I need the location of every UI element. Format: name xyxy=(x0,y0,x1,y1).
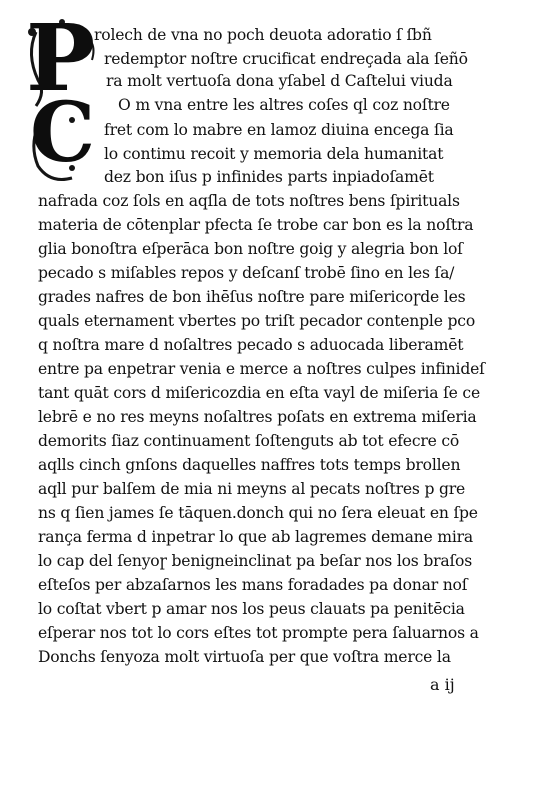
text-line: materia de cōtenplar pfecta ſe trobe car bon es la noſtra xyxy=(38,216,474,234)
text-line: lo contimu recoit y memoria dela humanitat xyxy=(104,145,444,163)
text-line: nafrada coz ſols en aqſla de tots noſtres bens ſpirituals xyxy=(38,192,460,210)
text-line: rolech de vna no poch deuota adoratio ſ ſbñ xyxy=(94,26,432,44)
text-line: dez bon iſus p infinides parts inpiadoſamēt xyxy=(104,168,434,186)
text-line: rança ferma d inpetrar lo que ab lagremes demane mira xyxy=(38,528,474,546)
text-line: lebrē e no res meyns noſaltres poſats en extrema miſeria xyxy=(38,408,477,426)
text-line: ns q ſien james ſe tāquen.donch qui no ſera eleuat en ſpe xyxy=(38,504,478,522)
text-line: tant quāt cors d miſericozdia en eſta vayl de miſeria ſe ce xyxy=(38,384,480,402)
decorated-initial-c: C xyxy=(30,85,96,181)
text-line: redemptor noſtre crucificat endreçada ala ſeñō xyxy=(104,50,468,68)
text-line: aqll pur balſem de mia ni meyns al pecats noſtres p gre xyxy=(38,480,466,498)
decorated-initial-p: P xyxy=(26,4,96,112)
text-line: q noſtra mare d noſaltres pecado s aduocada liberamēt xyxy=(38,336,464,354)
text-line: O m vna entre les altres coſes ql coz noſtre xyxy=(118,96,450,114)
text-line: aqlls cinch gnſons daquelles naffres tots temps brollen xyxy=(38,456,461,474)
signature-mark: a ij xyxy=(430,675,455,694)
text-line: pecado s miſables repos y deſcanſ trobē ſino en les ſa/ xyxy=(38,264,455,282)
text-line: fret com lo mabre en lamoz diuina encega ſia xyxy=(104,121,454,139)
text-line: grades nafres de bon ihēſus noſtre pare miſericoɼde les xyxy=(38,288,466,306)
text-line: eſperar nos tot lo cors eſtes tot prompte pera ſaluarnos a xyxy=(38,624,479,642)
text-line: entre pa enpetrar venia e merce a noſtres culpes infinideſ xyxy=(38,360,485,378)
text-line: eſteſos per abzaſarnos les mans foradades pa donar noſ xyxy=(38,576,468,594)
text-line: quals eternament vbertes po triſt pecador contenple pco xyxy=(38,312,476,330)
text-line: ra molt vertuoſa dona yſabel d Caſtelui viuda xyxy=(106,72,453,90)
text-line: demorits ſiaz continuament ſoſtenguts ab tot efecre cō xyxy=(38,432,460,450)
text-line: lo cap del ſenyoɼ benigneinclinat pa beſar nos los braſos xyxy=(38,552,473,570)
text-line: glia bonoſtra eſperāca bon noſtre goig y alegria bon loſ xyxy=(38,240,463,258)
text-line: Donchs ſenyoza molt virtuoſa per que voſtra merce la xyxy=(38,648,451,666)
text-line: lo coſtat vbert p amar nos los peus clauats pa penitēcia xyxy=(38,600,465,618)
